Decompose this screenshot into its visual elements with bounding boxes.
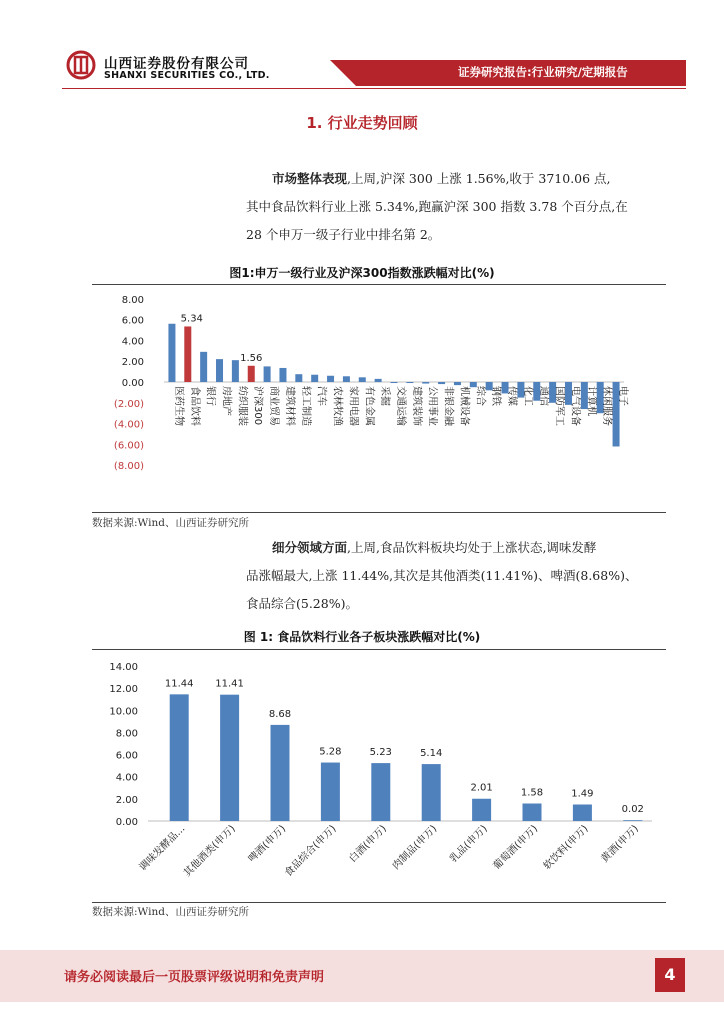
- x-tick-label: 综合: [474, 386, 486, 406]
- y-tick-label: 0.00: [115, 817, 138, 828]
- para1-line1: [272, 166, 611, 192]
- y-tick-label: (2.00): [113, 398, 144, 410]
- data-label: 2.01: [470, 782, 493, 794]
- x-tick-label: 房地产: [220, 386, 232, 416]
- x-tick-label: 传媒: [506, 386, 518, 406]
- data-label: 11.44: [164, 678, 194, 690]
- para1-line2: 其中食品饮料行业上涨 5.34%,跑赢沪深 300 指数 3.78 个百分点,在: [246, 199, 628, 214]
- x-tick-label: 其他酒类(申万): [181, 823, 238, 880]
- company-logo-icon: [66, 50, 96, 80]
- bar: [573, 805, 592, 821]
- bar: [200, 352, 207, 382]
- x-tick-label: 电子: [617, 386, 629, 406]
- y-tick-label: (6.00): [113, 440, 144, 452]
- x-tick-label: 调味发酵品...: [137, 823, 188, 874]
- y-tick-label: 0.00: [121, 378, 144, 389]
- data-label: 1.49: [571, 788, 594, 800]
- bar: [279, 368, 286, 382]
- y-tick-label: 8.00: [115, 728, 138, 740]
- figure2-source: 数据来源:Wind、山西证券研究所: [92, 906, 249, 918]
- bar: [220, 695, 239, 821]
- x-tick-label: 建筑材料: [283, 386, 295, 426]
- x-tick-label: 非银金融: [442, 386, 454, 426]
- y-tick-label: 6.00: [115, 750, 138, 762]
- y-tick-label: (4.00): [113, 419, 144, 431]
- x-tick-label: 食品饮料: [188, 386, 200, 426]
- header-divider: [62, 88, 686, 89]
- data-label: 1.56: [240, 352, 263, 364]
- x-tick-label: 啤酒(申万): [246, 823, 289, 865]
- para1-line1-text: ,上周,沪深 300 上涨 1.56%,收于 3710.06 点,: [347, 171, 611, 186]
- para2-line3: 食品综合(5.28%)。: [246, 596, 358, 611]
- y-tick-label: 12.00: [109, 684, 138, 696]
- figure2-top-rule: [92, 649, 666, 650]
- x-tick-label: 农林牧渔: [331, 386, 343, 426]
- report-type: 证券研究报告:行业研究/定期报告: [458, 65, 628, 79]
- y-tick-label: 14.00: [109, 662, 138, 673]
- x-tick-label: 国防军工: [553, 386, 565, 426]
- x-tick-label: 白酒(申万): [347, 823, 389, 865]
- bar: [406, 382, 413, 383]
- industry-return-chart: [92, 288, 666, 488]
- y-tick-label: 2.00: [115, 794, 138, 806]
- bar: [327, 376, 334, 382]
- bar: [375, 379, 382, 382]
- bar: [264, 366, 271, 382]
- x-tick-label: 建筑装饰: [410, 386, 422, 426]
- x-tick-label: 钢铁: [490, 386, 502, 406]
- figure2-bottom-rule: [92, 902, 666, 903]
- section-title: 1. 行业走势回顾: [306, 114, 418, 132]
- figure2-title: 图 1: 食品饮料行业各子板块涨跌幅对比(%): [243, 630, 481, 644]
- y-tick-label: (8.00): [113, 461, 144, 473]
- company-name-cn: 山西证券股份有限公司: [104, 56, 249, 72]
- data-label: 5.14: [420, 748, 443, 760]
- bar: [248, 366, 255, 382]
- y-tick-label: 4.00: [121, 336, 144, 348]
- bar: [391, 382, 398, 383]
- bar: [295, 374, 302, 382]
- figure1-title: 图1:申万一级行业及沪深300指数涨跌幅对比(%): [229, 266, 495, 280]
- para2-line2: 品涨幅最大,上涨 11.44%,其次是其他酒类(11.41%)、啤酒(8.68%)、: [246, 568, 638, 583]
- y-tick-label: 2.00: [121, 357, 144, 369]
- bar: [623, 820, 642, 821]
- x-tick-label: 公用事业: [426, 386, 438, 426]
- x-tick-label: 乳品(申万): [448, 823, 490, 865]
- data-label: 5.23: [369, 747, 392, 759]
- bar: [343, 376, 350, 382]
- bar: [271, 725, 290, 821]
- x-tick-label: 交通运输: [395, 386, 406, 426]
- x-tick-label: 银行: [204, 386, 216, 406]
- data-label: 0.02: [621, 804, 644, 816]
- bar: [523, 804, 542, 821]
- bar: [321, 763, 340, 821]
- figure1-bottom-rule: [92, 512, 666, 513]
- data-label: 1.58: [520, 787, 544, 799]
- x-tick-label: 纺织服装: [236, 386, 248, 426]
- x-tick-label: 商业贸易: [268, 386, 280, 426]
- data-label: 11.41: [215, 678, 244, 690]
- y-tick-label: 10.00: [109, 706, 138, 718]
- bar: [184, 326, 191, 382]
- x-tick-label: 沪深300: [252, 386, 264, 426]
- y-tick-label: 4.00: [115, 772, 138, 784]
- x-tick-label: 软饮料(申万): [541, 823, 591, 873]
- figure1-source: 数据来源:Wind、山西证券研究所: [92, 517, 249, 529]
- bar: [232, 360, 239, 382]
- x-tick-label: 采掘: [379, 386, 391, 406]
- x-tick-label: 家用电器: [347, 386, 359, 426]
- page-number: 4: [655, 958, 685, 992]
- para2-line1-text: ,上周,食品饮料板块均处于上涨状态,调味发酵: [347, 540, 597, 555]
- x-tick-label: 有色金属: [363, 386, 375, 426]
- bar: [216, 359, 223, 382]
- x-tick-label: 通信: [537, 386, 549, 406]
- sub-sector-return-chart: [92, 652, 666, 900]
- bar: [438, 382, 445, 384]
- x-tick-label: 黄酒(申万): [599, 823, 641, 865]
- footer-disclaimer[interactable]: 请务必阅读最后一页股票评级说明和免责声明: [64, 970, 325, 985]
- para1-line3: 28 个申万一级子行业中排名第 2。: [246, 227, 441, 242]
- x-tick-label: 计算机: [585, 386, 597, 416]
- data-label: 5.28: [319, 746, 342, 758]
- data-label: 8.68: [268, 708, 292, 720]
- para2-line1: [272, 535, 596, 561]
- bar: [422, 382, 429, 384]
- x-tick-label: 汽车: [315, 386, 327, 406]
- para1-lead: 市场整体表现: [272, 171, 348, 186]
- header-band-tail: [330, 60, 356, 86]
- x-tick-label: 食品综合(申万): [282, 823, 339, 880]
- x-tick-label: 机械设备: [458, 386, 470, 426]
- y-tick-label: 8.00: [121, 294, 144, 306]
- para2-lead: 细分领域方面: [272, 540, 348, 555]
- x-tick-label: 轻工制造: [299, 386, 311, 426]
- x-tick-label: 电气设备: [569, 386, 581, 426]
- bar: [371, 763, 390, 821]
- data-label: 5.34: [180, 313, 203, 325]
- x-tick-label: 肉制品(申万): [390, 823, 440, 873]
- company-name-en: SHANXI SECURITIES CO., LTD.: [104, 70, 270, 81]
- x-tick-label: 化工: [521, 386, 533, 406]
- bar: [472, 799, 491, 821]
- bar: [168, 324, 175, 382]
- x-tick-label: 休闲服务: [601, 386, 613, 426]
- y-tick-label: 6.00: [121, 315, 144, 327]
- x-tick-label: 医药生物: [172, 386, 184, 426]
- bar: [454, 382, 461, 385]
- x-tick-label: 葡萄酒(申万): [491, 823, 541, 873]
- figure1-top-rule: [92, 284, 666, 285]
- bar: [422, 764, 441, 821]
- bar: [359, 377, 366, 382]
- bar: [170, 694, 189, 821]
- bar: [311, 375, 318, 382]
